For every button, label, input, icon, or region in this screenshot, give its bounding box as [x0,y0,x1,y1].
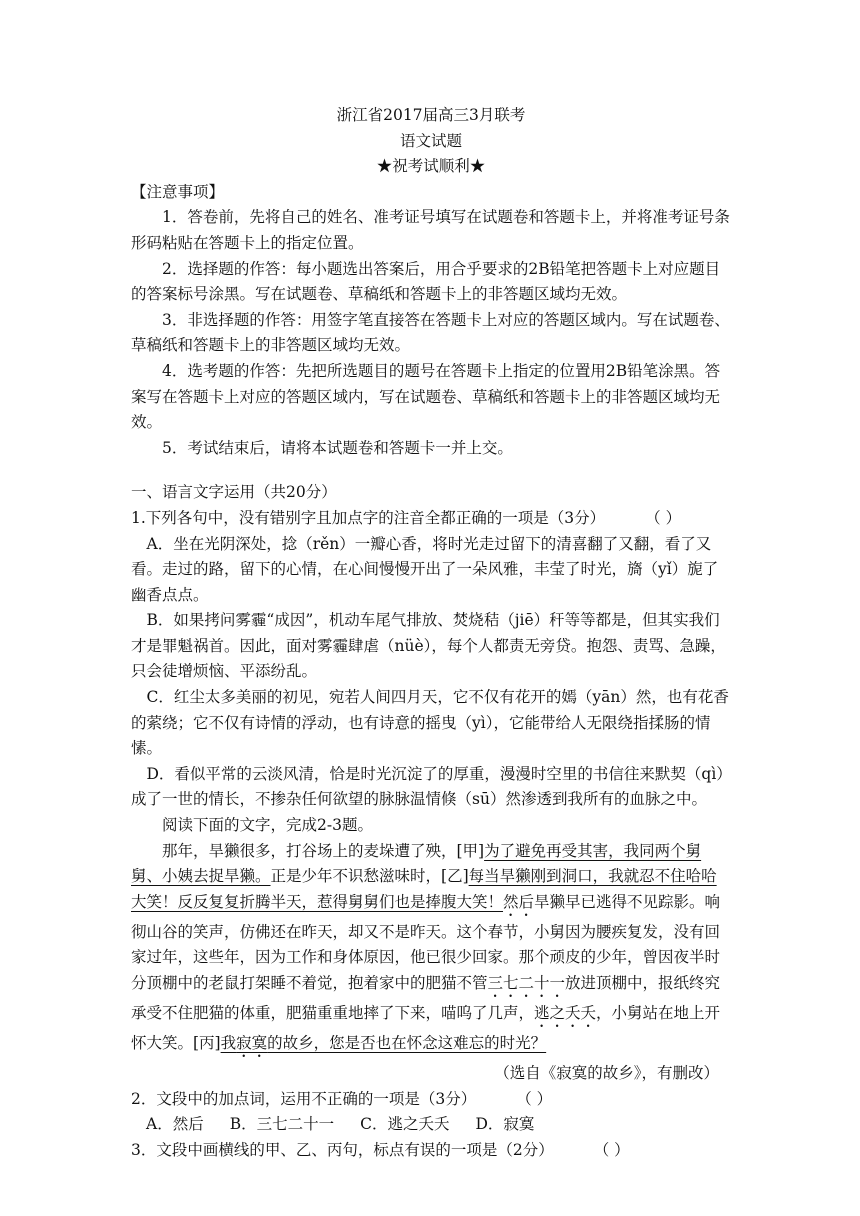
passage-mid-4: ，小舅站在地上开怀大笑。[丙] [131,1004,721,1052]
dotted-word-jimo: 寂寞 [236,1034,268,1052]
answer-paren-2: （ ） [516,1089,553,1108]
passage-mid-3: 放进顶棚中，报纸终究承受不住肥猫的体重，肥猫重重地摔了下来，喵呜了几声， [131,974,721,1022]
sentence-yi: 每当旱獭刚到洞口，我就忍不住哈哈大笑！反反复复折腾半天，惹得舅舅们也是捧腹大笑！ [131,867,717,911]
exam-page [131,103,731,1163]
question-3 [131,1138,731,1164]
q1-option-a: A．坐在光阴深处，捻（rěn）一瓣心香，将时光走过留下的清喜翻了又翻，看了又看。走过的路，留下的心情，在心间慢慢开出了一朵风雅，丰莹了时光，旖（yǐ）旎了幽香点点。 [131,534,719,604]
section-gap [131,461,731,480]
question-1 [131,506,731,532]
notice-item-3: 3．非选择题的作答：用签字笔直接答在答题卡上对应的答题区域内。写在试题卷、草稿纸和答题卡上的非答题区域均无效。 [131,310,730,355]
answer-paren-1: （ ） [645,508,682,527]
dotted-word-sanqi: 三七二十一 [487,974,566,992]
q1-option-b: B．如果拷问雾霾“成因”，机动车尾气排放、焚烧秸（jiē）秆等等都是，但其实我们才是罪魁祸首。因此，面对雾霾肆虐（nüè），每个人都责无旁贷。抱怨、责骂、急躁，只会徒增烦恼、平添纷乱。 [131,611,726,681]
exam-subject: 语文试题 [399,131,462,150]
passage-mid-2: 旱獭早已逃得不见踪影。响彻山谷的笑声，仿佛还在昨天，却又不是昨天。这个春节，小舅因为腰疾复发，没有回家过年，这些年，因为工作和身体原因，他已很少回家。那个顽皮的少年，曾因夜半时分顶棚中的老鼠打架睡不着觉，抱着家中的肥猫不管 [131,892,721,992]
question-3-stem: 3．文段中画横线的甲、乙、丙句，标点有误的一项是（2分） [131,1140,554,1159]
q1-option-c: C．红尘太多美丽的初见，宛若人间四月天，它不仅有花开的嫣（yān）然，也有花香的萦绕；它不仅有诗情的浮动，也有诗意的摇曳（yì），它能带给人无限绕指揉肠的情愫。 [131,688,729,758]
passage-source: （选自《寂寞的故乡》，有删改） [494,1064,719,1082]
question-2 [131,1087,731,1113]
notice-item-1: 1．答卷前，先将自己的姓名、准考证号填写在试题卷和答题卡上，并将准考证号条形码粘贴在答题卡上的指定位置。 [131,208,730,252]
dotted-word-taozhi: 逃之夭夭 [534,1004,597,1022]
notice-item-4: 4．选考题的作答：先把所选题目的题号在答题卡上指定的位置用2B铅笔涂黑。答案写在答题卡上对应的答题区域内，写在试题卷、草稿纸和答题卡上的非答题区域均无效。 [131,361,721,432]
notice-item-2: 2．选择题的作答：每小题选出答案后，用合乎要求的2B铅笔把答题卡上对应题目的答案标号涂黑。写在试题卷、草稿纸和答题卡上的非答题区域均无效。 [131,259,721,304]
dotted-word-ranhou: 然后 [503,892,535,911]
answer-paren-3: （ ） [593,1140,630,1159]
q2-options [131,1112,731,1138]
q1-option-d: D．看似平常的云淡风清，恰是时光沉淀了的厚重，漫漫时空里的书信往来默契（qì）成了一世的情长，不掺杂任何欲望的脉脉温情倏（sū）然渗透到我所有的血脉之中。 [131,764,725,809]
reading-intro: 阅读下面的文字，完成2-3题。 [162,816,373,835]
q2-option-c: C．逃之夭夭 [360,1115,450,1134]
sentence-jia: 为了避免再受其害，我同两个舅舅、小姨去捉旱獭。 [131,841,702,886]
notice-item-5: 5．考试结束后，请将本试题卷和答题卡一并上交。 [162,438,513,457]
q2-option-b: B．三七二十一 [229,1115,335,1134]
question-2-stem: 2．文段中的加点词，运用不正确的一项是（3分） [131,1089,477,1108]
passage-start: 那年，旱獭很多，打谷场上的麦垛遭了殃，[甲] [162,841,485,860]
reading-passage [131,839,731,1061]
section-title: 一、语言文字运用（共20分） [131,483,337,502]
exam-wish: ★祝考试顺利★ [376,157,486,176]
q2-option-d: D．寂寞 [475,1115,535,1134]
sentence-bing-post: 的故乡，您是否也在怀念这难忘的时光？ [267,1034,547,1052]
sentence-bing [221,1034,547,1052]
q2-option-a: A．然后 [146,1115,204,1134]
passage-mid-1: 正是少年不识愁滋味时，[乙] [270,867,469,886]
sentence-bing-pre: 我 [220,1034,237,1052]
question-1-stem: 1.下列各句中，没有错别字且加点字的注音全都正确的一项是（3分） [131,508,606,527]
notice-heading: 【注意事项】 [131,182,225,201]
exam-header-line1: 浙江省2017届高三3月联考 [336,106,526,124]
